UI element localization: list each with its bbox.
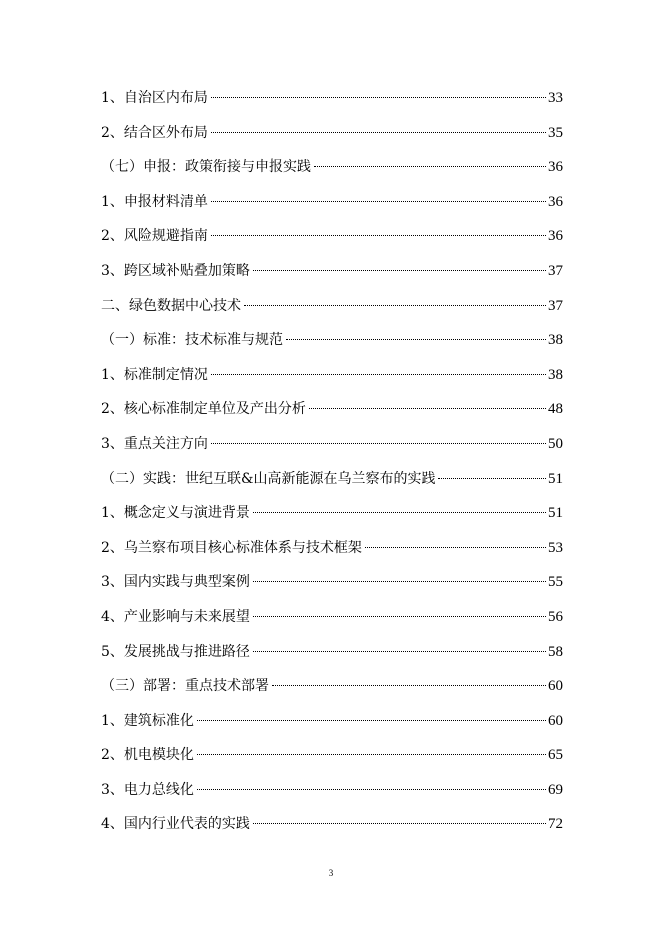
toc-entry-page: 33 bbox=[548, 90, 563, 106]
toc-entry-title: 5、发展挑战与推进路径 bbox=[101, 643, 250, 660]
toc-entry[interactable] bbox=[101, 812, 563, 847]
toc-entry-title: 3、跨区域补贴叠加策略 bbox=[101, 262, 250, 279]
toc-entry-title: 4、产业影响与未来展望 bbox=[101, 608, 250, 625]
toc-entry-page: 53 bbox=[548, 539, 563, 556]
toc-entry-page: 55 bbox=[548, 574, 563, 591]
dot-leader bbox=[365, 547, 546, 548]
toc-entry-title: 二、绿色数据中心技术 bbox=[101, 297, 241, 314]
toc-entry-page: 36 bbox=[548, 159, 563, 176]
toc-entry[interactable] bbox=[101, 778, 563, 813]
toc-entry-title: 2、机电模块化 bbox=[101, 747, 194, 764]
toc-entry-title: （七）申报：政策衔接与申报实践 bbox=[101, 159, 311, 176]
dot-leader bbox=[309, 408, 546, 409]
dot-leader bbox=[211, 132, 546, 133]
toc-entry[interactable] bbox=[101, 432, 563, 467]
toc-entry[interactable] bbox=[101, 86, 563, 121]
table-of-contents bbox=[101, 86, 563, 847]
toc-entry-title: （二）实践：世纪互联&山高新能源在乌兰察布的实践 bbox=[101, 470, 436, 487]
toc-entry-page: 72 bbox=[548, 816, 563, 833]
toc-entry[interactable] bbox=[101, 501, 563, 536]
toc-entry-title: 1、建筑标准化 bbox=[101, 712, 194, 729]
toc-entry-title: 3、电力总线化 bbox=[101, 781, 194, 798]
dot-leader bbox=[253, 512, 546, 513]
toc-entry[interactable] bbox=[101, 674, 563, 709]
toc-entry-page: 51 bbox=[548, 470, 563, 487]
dot-leader bbox=[253, 651, 546, 652]
toc-entry-page: 58 bbox=[548, 643, 563, 660]
toc-entry[interactable] bbox=[101, 294, 563, 329]
dot-leader bbox=[211, 201, 546, 202]
toc-entry[interactable] bbox=[101, 467, 563, 502]
toc-entry-title: 1、自治区内布局 bbox=[101, 90, 208, 106]
toc-entry-title: 1、申报材料清单 bbox=[101, 193, 208, 210]
toc-entry[interactable] bbox=[101, 328, 563, 363]
toc-entry[interactable] bbox=[101, 640, 563, 675]
toc-entry-title: 2、风险规避指南 bbox=[101, 228, 208, 245]
toc-entry[interactable] bbox=[101, 155, 563, 190]
dot-leader bbox=[286, 339, 546, 340]
toc-entry[interactable] bbox=[101, 224, 563, 259]
toc-entry-title: 2、乌兰察布项目核心标准体系与技术框架 bbox=[101, 539, 362, 556]
dot-leader bbox=[253, 616, 546, 617]
toc-entry-page: 51 bbox=[548, 505, 563, 522]
toc-entry[interactable] bbox=[101, 605, 563, 640]
toc-entry-title: （三）部署：重点技术部署 bbox=[101, 678, 269, 695]
dot-leader bbox=[197, 754, 546, 755]
toc-entry-title: 2、核心标准制定单位及产出分析 bbox=[101, 401, 306, 418]
dot-leader bbox=[211, 235, 546, 236]
dot-leader bbox=[197, 789, 546, 790]
toc-entry-page: 38 bbox=[548, 332, 563, 349]
dot-leader bbox=[438, 478, 546, 479]
toc-entry[interactable] bbox=[101, 397, 563, 432]
toc-entry[interactable] bbox=[101, 709, 563, 744]
toc-entry-page: 37 bbox=[548, 297, 563, 314]
dot-leader bbox=[253, 581, 546, 582]
toc-entry-title: 1、概念定义与演进背景 bbox=[101, 505, 250, 522]
toc-entry-title: （一）标准：技术标准与规范 bbox=[101, 332, 283, 349]
dot-leader bbox=[272, 685, 546, 686]
toc-entry[interactable] bbox=[101, 121, 563, 156]
toc-entry[interactable] bbox=[101, 363, 563, 398]
toc-entry-page: 60 bbox=[548, 678, 563, 695]
toc-entry-page: 37 bbox=[548, 262, 563, 279]
dot-leader bbox=[253, 823, 546, 824]
toc-entry[interactable] bbox=[101, 536, 563, 571]
toc-entry[interactable] bbox=[101, 190, 563, 225]
toc-entry-page: 48 bbox=[548, 401, 563, 418]
dot-leader bbox=[244, 305, 546, 306]
toc-entry-page: 38 bbox=[548, 366, 563, 383]
toc-entry-page: 56 bbox=[548, 608, 563, 625]
dot-leader bbox=[211, 97, 546, 98]
toc-entry-title: 2、结合区外布局 bbox=[101, 124, 208, 141]
dot-leader bbox=[253, 270, 546, 271]
page-number: 3 bbox=[328, 868, 334, 878]
toc-entry[interactable] bbox=[101, 570, 563, 605]
toc-entry-page: 50 bbox=[548, 435, 563, 452]
toc-entry-title: 3、国内实践与典型案例 bbox=[101, 574, 250, 591]
dot-leader bbox=[197, 720, 546, 721]
toc-entry-page: 36 bbox=[548, 228, 563, 245]
dot-leader bbox=[314, 166, 546, 167]
toc-entry[interactable] bbox=[101, 743, 563, 778]
toc-entry-title: 3、重点关注方向 bbox=[101, 435, 208, 452]
toc-entry-page: 65 bbox=[548, 747, 563, 764]
toc-entry-title: 1、标准制定情况 bbox=[101, 366, 208, 383]
toc-entry-page: 60 bbox=[548, 712, 563, 729]
toc-entry[interactable] bbox=[101, 259, 563, 294]
dot-leader bbox=[211, 374, 546, 375]
dot-leader bbox=[211, 443, 546, 444]
toc-entry-page: 69 bbox=[548, 781, 563, 798]
toc-entry-title: 4、国内行业代表的实践 bbox=[101, 816, 250, 833]
toc-entry-page: 36 bbox=[548, 193, 563, 210]
toc-entry-page: 35 bbox=[548, 124, 563, 141]
